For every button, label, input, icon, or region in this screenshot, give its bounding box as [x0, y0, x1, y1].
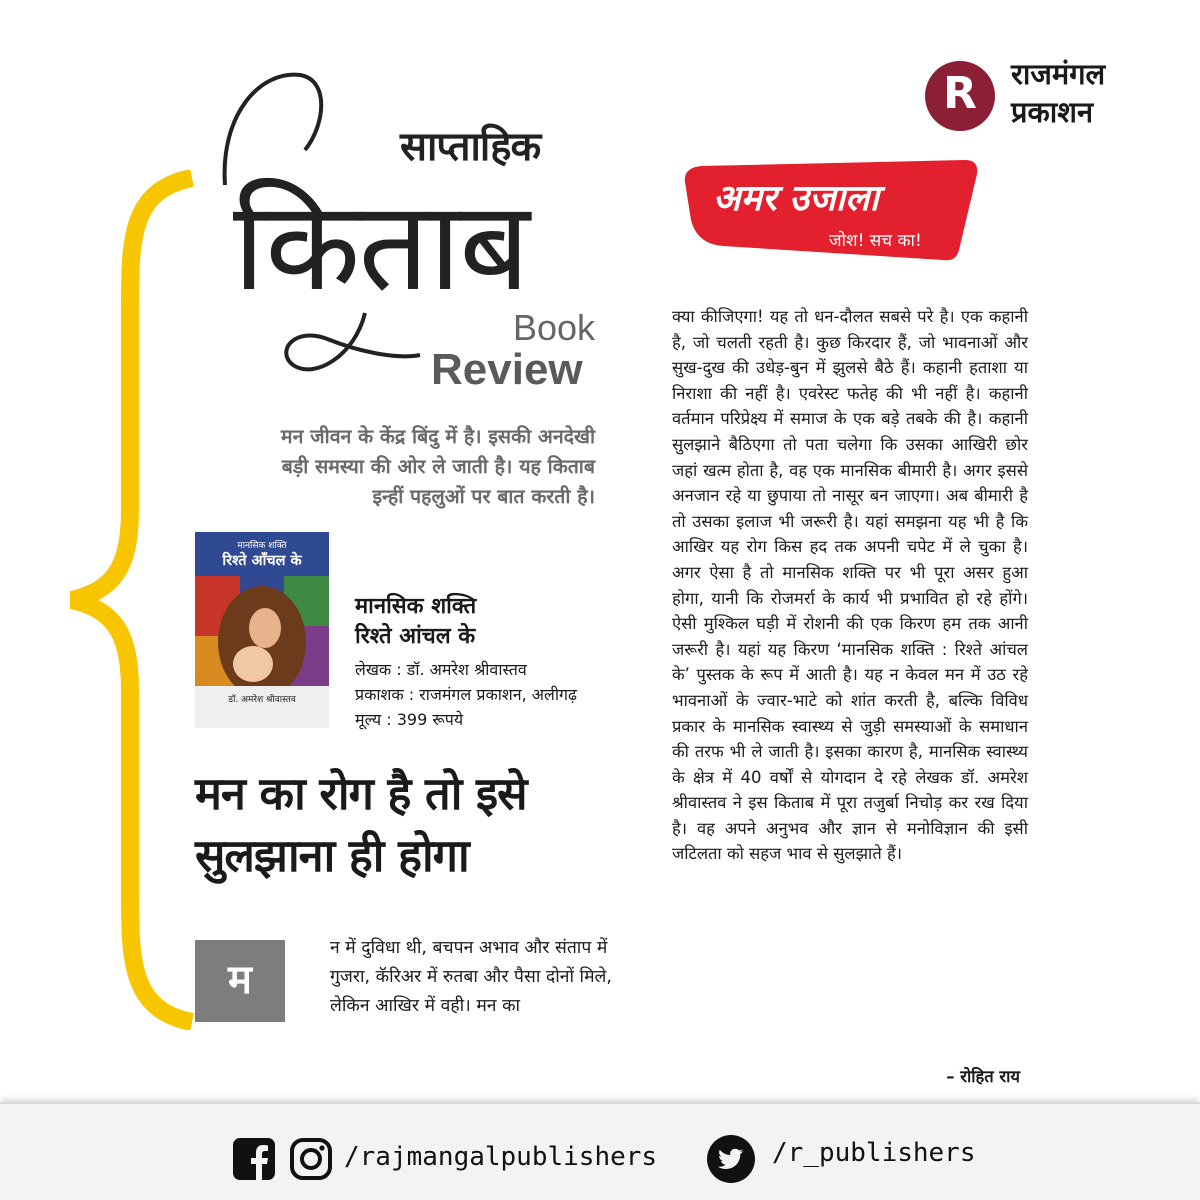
publisher-logo[interactable]	[925, 55, 1175, 135]
instagram-icon[interactable]	[289, 1137, 333, 1181]
book-title-line1: मानसिक शक्ति	[355, 594, 477, 619]
headline-line2: सुलझाना ही होगा	[195, 829, 469, 882]
book-author: लेखक : डॉ. अमरेश श्रीवास्तव	[355, 660, 527, 679]
cover-title: रिश्ते आँचल के	[222, 553, 302, 569]
intro-blurb: मन जीवन के केंद्र बिंदु में है। इसकी अनदेखी बड़ी समस्या की ओर ले जाती है। यह किताब इन्हीं पहलुओं पर बात करती है।	[280, 425, 595, 508]
twitter-handle[interactable]: /r_publishers	[772, 1138, 976, 1168]
article-right-column: क्या कीजिएगा! यह तो धन-दौलत सबसे परे है। एक कहानी है, जो चलती रहती है। कुछ किरदार हैं, जो भावनाओं और सुख-दुख की उधेड़-बुन में झुलसे बैठे हैं। कहानी हताशा या निराशा की नहीं है। एवरेस्ट फतेह की भी नहीं है। कहानी वर्तमान परिप्रेक्ष्य में समाज के एक बड़े तबके की है। कहानी सुलझाने बैठिएगा तो पता चलेगा कि उसका आखिरी छोर जहां खत्म होता है, वह एक मानसिक बीमारी है। अगर इससे अनजान रहे या छुपाया तो नासूर बन जाएगा। अब बीमारी है तो उसका इलाज भी जरूरी है। यहां समझना यह भी है कि आखिर यह रोग किस हद तक अपनी चपेट में ले चुका है। अगर ऐसा है तो मानसिक शक्ति पर भी पूरा असर हुआ होगा, यानी कि रोजमर्रा के कार्य भी प्रभावित हो रहे होंगे। ऐसी मुश्किल घड़ी में रोशनी की एक किरण हम तक आनी जरूरी है। यहां यह किरण ‘मानसिक शक्ति : रिश्ते आंचल के’ पुस्तक के रूप में आती है। यह न केवल मन में उठ रहे भावनाओं के ज्वार-भाटे को शांत करती है, बल्कि विविध प्रकार के मानसिक स्वास्थ्य से जुड़ी समस्याओं के समाधान की तरफ भी ले जाती है। इसका कारण है, मानसिक स्वास्थ्य के क्षेत्र में 40 वर्षों से योगदान दे रहे लेखक डॉ. अमरेश श्रीवास्तव ने इस किताब में पूरा तजुर्बा निचोड़ कर रख दिया है। वह अपने अनुभव और ज्ञान से मनोविज्ञान की इसी जटिलता को सहज भाव से सुलझाते हैं।	[672, 307, 1028, 864]
publisher-name	[1011, 55, 1105, 131]
headline	[195, 763, 655, 887]
social-footer	[0, 1103, 1200, 1200]
masthead	[205, 55, 625, 395]
book-meta	[355, 657, 577, 732]
weekly-label: साप्ताहिक	[400, 124, 541, 170]
book-publisher: प्रकाशक : राजमंगल प्रकाशन, अलीगढ़	[355, 685, 578, 704]
book-cover	[195, 532, 329, 728]
article-left-column: न में दुविधा थी, बचपन अभाव और संताप में गुजरा, कॅरिअर में रुतबा और पैसा दोनों मिले, लेकिन आखिर में वही। मन का	[330, 938, 612, 1016]
publisher-name-line2: प्रकाशन	[1011, 95, 1094, 129]
review-label: Review	[431, 345, 583, 394]
newspaper-tagline: जोश! सच का!	[829, 231, 922, 251]
publisher-name-line1: राजमंगल	[1011, 57, 1106, 91]
twitter-icon[interactable]	[706, 1134, 756, 1184]
newspaper-badge	[683, 160, 983, 270]
byline: – रोहित राय	[946, 1067, 1020, 1086]
book-price: मूल्य : 399 रूपये	[355, 710, 464, 729]
facebook-icon[interactable]	[232, 1137, 276, 1181]
book-label: Book	[513, 307, 596, 348]
book-title-line2: रिश्ते आंचल के	[355, 624, 476, 649]
cover-series: मानसिक शक्ति	[237, 541, 287, 551]
masthead-title: किताब	[233, 175, 528, 319]
decorative-brace	[60, 170, 200, 1030]
cover-author: डॉ. अमरेश श्रीवास्तव	[228, 695, 296, 705]
instagram-facebook-handle[interactable]: /rajmangalpublishers	[344, 1142, 658, 1172]
drop-cap: म	[195, 940, 285, 1022]
newspaper-name: अमर उजाला	[713, 178, 879, 219]
logo-mark: R	[925, 61, 995, 131]
book-title	[355, 592, 476, 652]
headline-line1: मन का रोग है तो इसे	[195, 767, 527, 820]
